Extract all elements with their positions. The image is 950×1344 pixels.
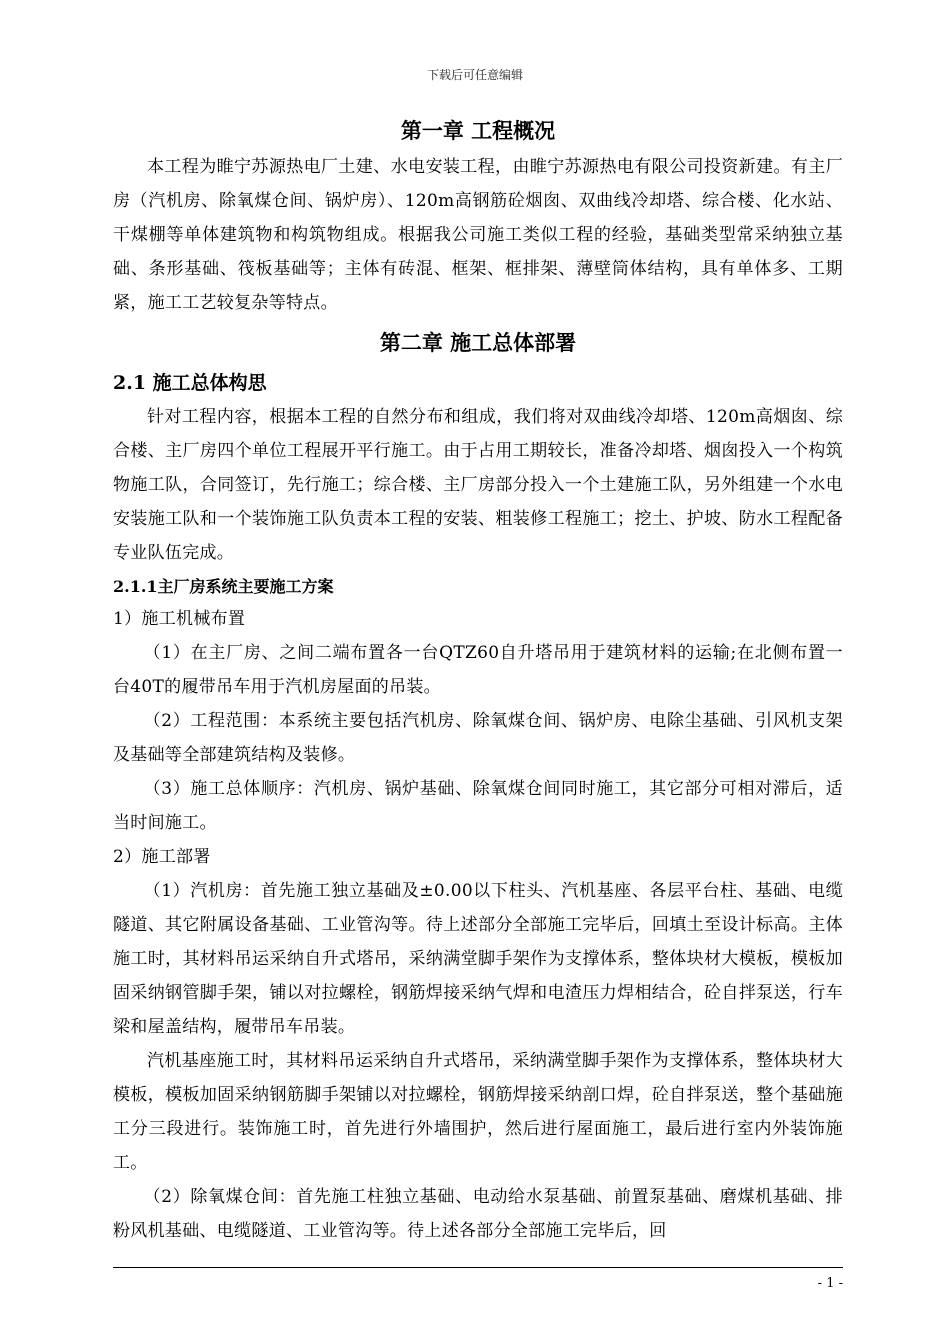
item-2-heading: 2）施工部署: [113, 847, 211, 867]
chapter-1-title: 第一章 工程概况: [400, 118, 556, 143]
footer-divider: [113, 1267, 843, 1268]
item-2-paragraph-1: （1）汽机房：首先施工独立基础及±0.00以下柱头、汽机基座、各层平台柱、基础、电缆隧道、其它附属设备基础、工业管沟等。待上述部分全部施工完毕后，回填土至设计标高。主体施工时，其材料吊运采纳自升式塔吊，采纳满堂脚手架作为支撑体系，整体块材大模板，模板加固采纳钢管脚手架，铺以对拉螺栓，钢筋焊接采纳气焊和电渣压力焊相结合，砼自拌泵送，行车梁和屋盖结构，履带吊车吊装。: [113, 881, 843, 1037]
section-2-1-title: 2.1 施工总体构思: [113, 372, 267, 394]
item-2-paragraph-2: 汽机基座施工时，其材料吊运采纳自升式塔吊，采纳满堂脚手架作为支撑体系，整体块材大模板，模板加固采纳钢筋脚手架铺以对拉螺栓，钢筋焊接采纳剖口焊，砼自拌泵送，整个基础施工分三段进行。装饰施工时，首先进行外墙围护，然后进行屋面施工，最后进行室内外装饰施工。: [113, 1051, 843, 1173]
item-1-paragraph-2: （2）工程范围：本系统主要包括汽机房、除氧煤仓间、锅炉房、电除尘基础、引风机支架及基础等全部建筑结构及装修。: [113, 711, 843, 765]
subsection-2-1-1-title: 2.1.1主厂房系统主要施工方案: [113, 577, 334, 596]
page-content: [113, 110, 843, 1248]
page-number: - 1 -: [817, 1276, 843, 1291]
item-2-paragraph-3: （2）除氧煤仓间：首先施工柱独立基础、电动给水泵基础、前置泵基础、磨煤机基础、排粉风机基础、电缆隧道、工业管沟等。待上述各部分全部施工完毕后，回: [113, 1187, 843, 1241]
chapter-1-paragraph: 本工程为睢宁苏源热电厂土建、水电安装工程，由睢宁苏源热电有限公司投资新建。有主厂房（汽机房、除氧煤仓间、锅炉房）、120m高钢筋砼烟囱、双曲线冷却塔、综合楼、化水站、干煤棚等单体建筑物和构筑物组成。根据我公司施工类似工程的经验，基础类型常采纳独立基础、条形基础、筏板基础等；主体有砖混、框架、框排架、薄壁筒体结构，具有单体多、工期紧，施工工艺较复杂等特点。: [113, 157, 843, 313]
item-1-paragraph-3: （3）施工总体顺序：汽机房、锅炉基础、除氧煤仓间同时施工，其它部分可相对滞后，适当时间施工。: [113, 779, 843, 833]
item-1-paragraph-1: （1）在主厂房、之间二端布置各一台QTZ60自升塔吊用于建筑材料的运输;在北侧布置一台40T的履带吊车用于汽机房屋面的吊装。: [113, 643, 843, 697]
page-header: 下载后可任意编辑: [426, 68, 523, 82]
chapter-2-title: 第二章 施工总体部署: [379, 330, 577, 355]
item-1-heading: 1）施工机械布置: [113, 609, 246, 629]
section-2-1-paragraph: 针对工程内容，根据本工程的自然分布和组成，我们将对双曲线冷却塔、120m高烟囱、综合楼、主厂房四个单位工程展开平行施工。由于占用工期较长，准备冷却塔、烟囱投入一个构筑物施工队，合同签订，先行施工；综合楼、主厂房部分投入一个土建施工队，另外组建一个水电安装施工队和一个装饰施工队负责本工程的安装、粗装修工程施工；挖土、护坡、防水工程配备专业队伍完成。: [113, 407, 843, 563]
